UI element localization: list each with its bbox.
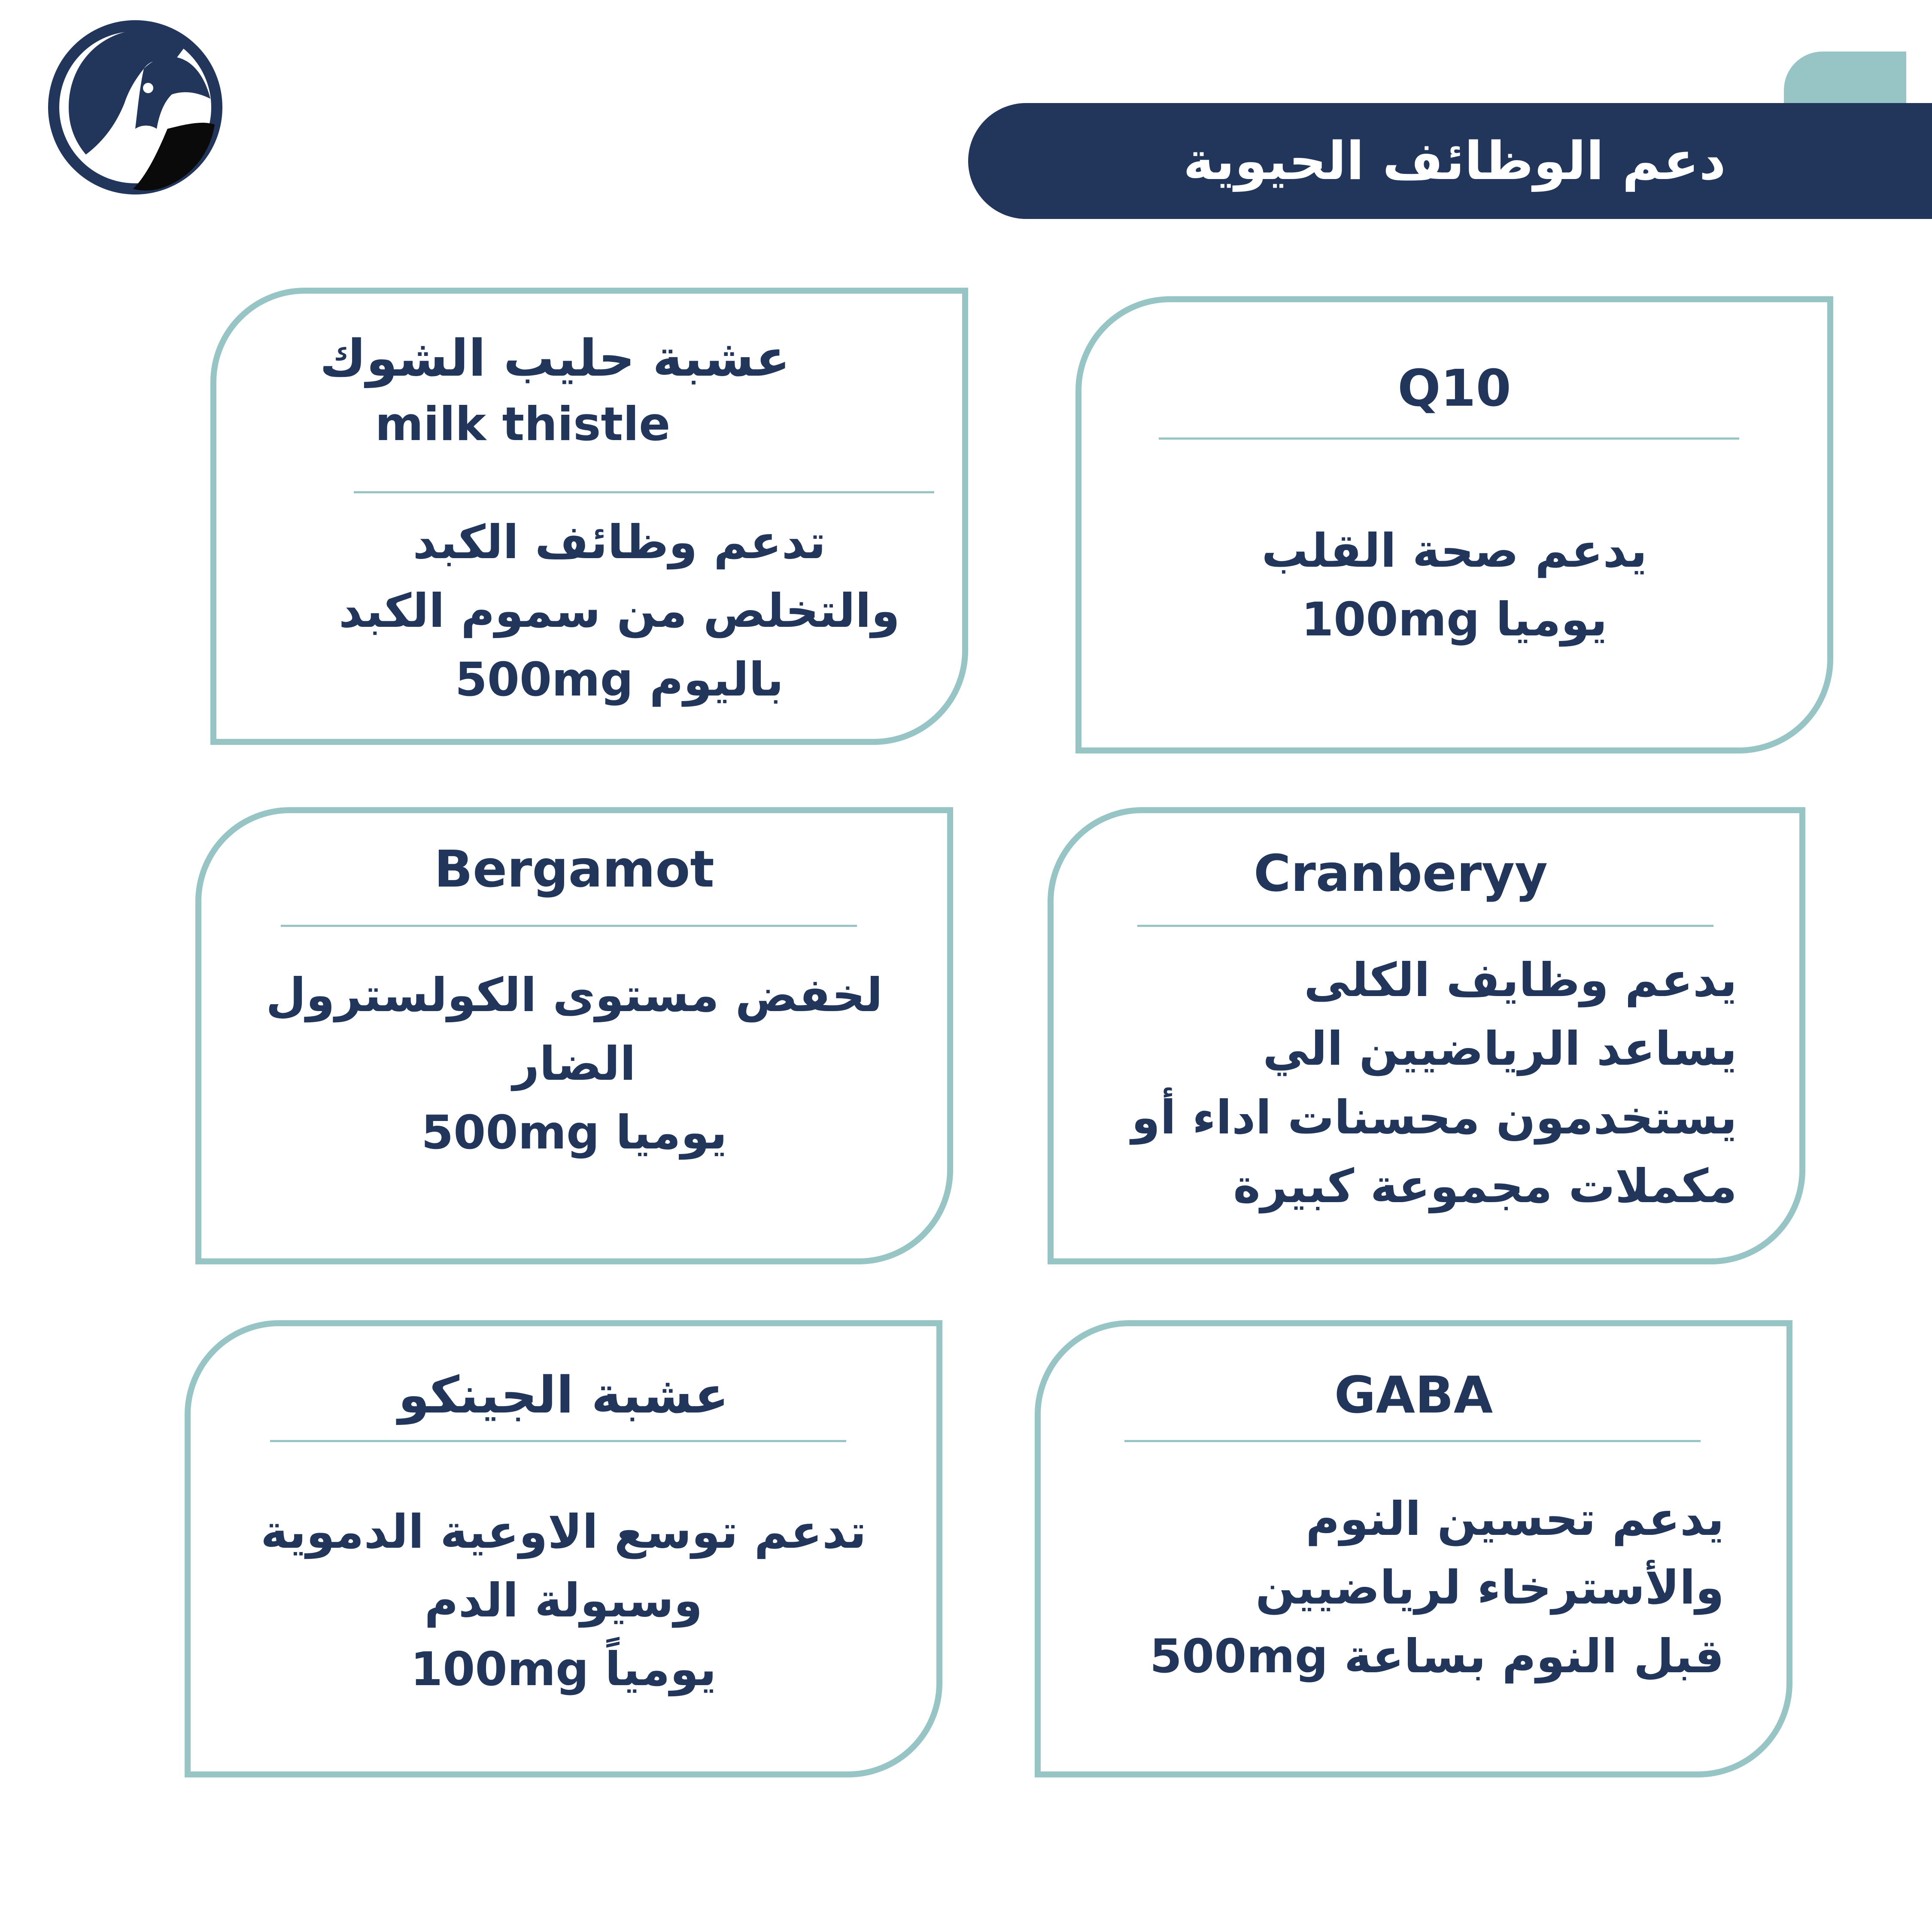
card-body [216,1498,911,1704]
card-body [227,961,921,1167]
card-line: يدعم وظايف الكلى [1304,954,1737,1007]
card-line: تدعم توسع الاوعية الدموية [261,1505,866,1559]
card-body [1081,517,1827,654]
card-line: والتخلص من سموم الكبد [338,584,900,638]
card-line: قبل النوم بساعة 500mg [1149,1630,1724,1683]
card-title: Bergamot [434,839,714,899]
card-divider [1124,1440,1701,1442]
card-title: عشبة حليب الشوك [319,328,790,388]
card-line: يساعد الرياضيين الي [1263,1022,1737,1076]
card-divider [354,491,934,493]
card-subtitle: milk thistle [375,398,671,451]
card-body [1079,946,1737,1221]
card-divider [1137,925,1713,927]
card-body [302,508,936,714]
card-milk-thistle [210,288,968,745]
page-title: دعم الوظائف الحيوية [1183,131,1726,191]
card-body [1066,1485,1724,1691]
card-line: لخفض مستوى الكولسترول [266,969,883,1022]
header-banner [968,103,1932,219]
card-line: يوميا 500mg [421,1106,727,1160]
card-line: مكملات مجموعة كبيرة [1233,1160,1737,1213]
card-line: يدعم تحسين النوم [1306,1492,1724,1546]
card-bergamot [195,807,953,1264]
card-ginkgo [185,1320,942,1777]
card-divider [1159,437,1739,440]
card-q10 [1075,296,1833,753]
card-line: الضار [513,1037,636,1091]
card-line: وسيولة الدم [424,1574,703,1628]
card-line: يستخدمون محسنات اداء أو [1131,1091,1737,1145]
card-line: والأسترخاء لرياضيين [1255,1561,1724,1615]
card-title: Cranberyy [1254,844,1548,903]
card-line: يومياً 100mg [410,1643,717,1696]
card-divider [270,1440,846,1442]
card-title: عشبة الجينكو [398,1365,729,1425]
horse-head-logo-icon [43,17,236,197]
card-line: باليوم 500mg [455,653,784,707]
card-divider [281,925,857,927]
card-line: تدعم وظائف الكبد [413,516,826,569]
card-gaba [1035,1320,1792,1777]
card-title: GABA [1334,1365,1493,1425]
card-line: يدعم صحة القلب [1261,524,1647,578]
card-title: Q10 [1397,358,1511,418]
card-cranberry [1048,807,1805,1264]
card-line: يوميا 100mg [1301,593,1607,647]
